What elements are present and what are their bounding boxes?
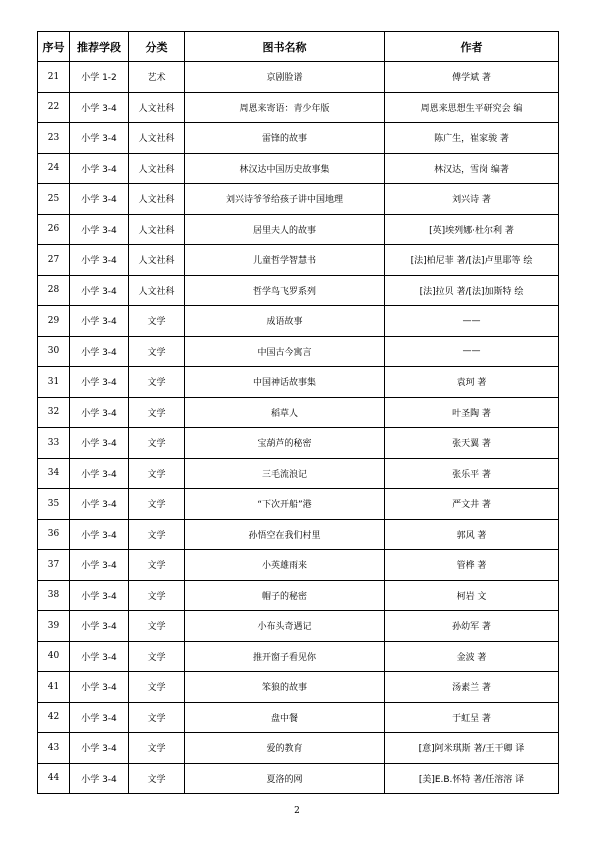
cell-author: 张乐平 著 (385, 458, 559, 489)
cell-title: 夏洛的网 (185, 763, 385, 794)
cell-title: 刘兴诗爷爷给孩子讲中国地理 (185, 184, 385, 215)
cell-author: 刘兴诗 著 (385, 184, 559, 215)
cell-category: 人文社科 (129, 153, 185, 184)
table-row (38, 62, 559, 93)
cell-stage: 小学 3-4 (70, 580, 129, 611)
cell-title: 推开窗子看见你 (185, 641, 385, 672)
cell-author: 张天翼 著 (385, 428, 559, 459)
cell-category: 文学 (129, 489, 185, 520)
table-row (38, 153, 559, 184)
cell-author: [英]埃列娜·杜尔利 著 (385, 214, 559, 245)
cell-author: [法]拉贝 著/[法]加斯特 绘 (385, 275, 559, 306)
table-row (38, 763, 559, 794)
cell-author: 林汉达，雪岗 编著 (385, 153, 559, 184)
cell-title: 小布头奇遇记 (185, 611, 385, 642)
cell-index: 39 (38, 611, 70, 642)
cell-category: 文学 (129, 336, 185, 367)
cell-stage: 小学 3-4 (70, 519, 129, 550)
cell-author: 管桦 著 (385, 550, 559, 581)
cell-stage: 小学 3-4 (70, 397, 129, 428)
cell-stage: 小学 3-4 (70, 336, 129, 367)
header-stage: 推荐学段 (70, 32, 129, 62)
cell-author: 叶圣陶 著 (385, 397, 559, 428)
header-title: 图书名称 (185, 32, 385, 62)
table-row (38, 245, 559, 276)
cell-category: 人文社科 (129, 184, 185, 215)
cell-index: 44 (38, 763, 70, 794)
cell-stage: 小学 1-2 (70, 62, 129, 93)
cell-stage: 小学 3-4 (70, 489, 129, 520)
cell-category: 文学 (129, 306, 185, 337)
book-list-table (37, 31, 559, 794)
cell-category: 文学 (129, 458, 185, 489)
cell-index: 40 (38, 641, 70, 672)
cell-stage: 小学 3-4 (70, 641, 129, 672)
table-row (38, 611, 559, 642)
cell-category: 文学 (129, 733, 185, 764)
cell-category: 文学 (129, 763, 185, 794)
header-index: 序号 (38, 32, 70, 62)
cell-category: 文学 (129, 397, 185, 428)
table-row (38, 428, 559, 459)
cell-index: 38 (38, 580, 70, 611)
cell-index: 24 (38, 153, 70, 184)
cell-category: 人文社科 (129, 92, 185, 123)
table-row (38, 580, 559, 611)
cell-index: 33 (38, 428, 70, 459)
cell-title: 林汉达中国历史故事集 (185, 153, 385, 184)
table-row (38, 672, 559, 703)
table-row (38, 519, 559, 550)
cell-stage: 小学 3-4 (70, 367, 129, 398)
cell-index: 21 (38, 62, 70, 93)
cell-title: 中国神话故事集 (185, 367, 385, 398)
table-row (38, 733, 559, 764)
cell-title: 雷锋的故事 (185, 123, 385, 154)
cell-stage: 小学 3-4 (70, 458, 129, 489)
cell-title: 笨狼的故事 (185, 672, 385, 703)
cell-author: —— (385, 306, 559, 337)
cell-category: 文学 (129, 367, 185, 398)
page-number: 2 (294, 806, 300, 816)
cell-title: 儿童哲学智慧书 (185, 245, 385, 276)
cell-stage: 小学 3-4 (70, 123, 129, 154)
cell-title: 成语故事 (185, 306, 385, 337)
cell-index: 28 (38, 275, 70, 306)
cell-category: 人文社科 (129, 214, 185, 245)
cell-stage: 小学 3-4 (70, 428, 129, 459)
cell-author: 陈广生，崔家骏 著 (385, 123, 559, 154)
cell-stage: 小学 3-4 (70, 550, 129, 581)
cell-index: 43 (38, 733, 70, 764)
table-row (38, 92, 559, 123)
cell-author: 袁珂 著 (385, 367, 559, 398)
cell-index: 31 (38, 367, 70, 398)
cell-title: 宝葫芦的秘密 (185, 428, 385, 459)
table-row (38, 397, 559, 428)
cell-index: 35 (38, 489, 70, 520)
cell-category: 文学 (129, 580, 185, 611)
table-row (38, 123, 559, 154)
cell-stage: 小学 3-4 (70, 733, 129, 764)
cell-author: 孙幼军 著 (385, 611, 559, 642)
table-row (38, 489, 559, 520)
cell-title: “下次开船”港 (185, 489, 385, 520)
cell-title: 帽子的秘密 (185, 580, 385, 611)
cell-index: 29 (38, 306, 70, 337)
cell-author: 于虹呈 著 (385, 702, 559, 733)
cell-title: 居里夫人的故事 (185, 214, 385, 245)
cell-index: 25 (38, 184, 70, 215)
cell-category: 文学 (129, 550, 185, 581)
table-row (38, 306, 559, 337)
cell-category: 文学 (129, 428, 185, 459)
cell-category: 文学 (129, 702, 185, 733)
cell-author: 周恩来思想生平研究会 编 (385, 92, 559, 123)
cell-index: 22 (38, 92, 70, 123)
cell-index: 27 (38, 245, 70, 276)
cell-author: [法]柏尼菲 著/[法]卢里耶等 绘 (385, 245, 559, 276)
table-row (38, 702, 559, 733)
cell-author: 郭风 著 (385, 519, 559, 550)
cell-author: —— (385, 336, 559, 367)
cell-author: 严文井 著 (385, 489, 559, 520)
cell-title: 盘中餐 (185, 702, 385, 733)
cell-category: 人文社科 (129, 245, 185, 276)
cell-stage: 小学 3-4 (70, 306, 129, 337)
cell-stage: 小学 3-4 (70, 702, 129, 733)
cell-stage: 小学 3-4 (70, 92, 129, 123)
cell-title: 哲学鸟飞罗系列 (185, 275, 385, 306)
cell-category: 艺术 (129, 62, 185, 93)
cell-author: [意]阿米琪斯 著/王干卿 译 (385, 733, 559, 764)
cell-author: 柯岩 文 (385, 580, 559, 611)
cell-stage: 小学 3-4 (70, 611, 129, 642)
cell-stage: 小学 3-4 (70, 245, 129, 276)
cell-category: 文学 (129, 611, 185, 642)
table-row (38, 458, 559, 489)
table-row (38, 641, 559, 672)
header-category: 分类 (129, 32, 185, 62)
cell-title: 爱的教育 (185, 733, 385, 764)
cell-title: 小英雄雨来 (185, 550, 385, 581)
cell-category: 人文社科 (129, 275, 185, 306)
header-author: 作者 (385, 32, 559, 62)
table-row (38, 336, 559, 367)
cell-index: 34 (38, 458, 70, 489)
cell-stage: 小学 3-4 (70, 763, 129, 794)
cell-category: 文学 (129, 519, 185, 550)
cell-title: 三毛流浪记 (185, 458, 385, 489)
cell-author: [美]E.B.怀特 著/任溶溶 译 (385, 763, 559, 794)
cell-index: 42 (38, 702, 70, 733)
cell-index: 36 (38, 519, 70, 550)
cell-category: 人文社科 (129, 123, 185, 154)
table-header-row (38, 32, 559, 62)
cell-author: 金波 著 (385, 641, 559, 672)
cell-stage: 小学 3-4 (70, 153, 129, 184)
cell-category: 文学 (129, 672, 185, 703)
cell-stage: 小学 3-4 (70, 214, 129, 245)
cell-index: 37 (38, 550, 70, 581)
cell-stage: 小学 3-4 (70, 672, 129, 703)
cell-index: 26 (38, 214, 70, 245)
cell-title: 中国古今寓言 (185, 336, 385, 367)
table-row (38, 214, 559, 245)
table-row (38, 184, 559, 215)
cell-author: 汤素兰 著 (385, 672, 559, 703)
cell-index: 41 (38, 672, 70, 703)
cell-index: 30 (38, 336, 70, 367)
cell-title: 稻草人 (185, 397, 385, 428)
cell-title: 京剧脸谱 (185, 62, 385, 93)
cell-stage: 小学 3-4 (70, 184, 129, 215)
table-body (38, 62, 559, 794)
cell-author: 傅学斌 著 (385, 62, 559, 93)
cell-category: 文学 (129, 641, 185, 672)
table-row (38, 550, 559, 581)
table-row (38, 275, 559, 306)
cell-title: 孙悟空在我们村里 (185, 519, 385, 550)
table-row (38, 367, 559, 398)
cell-index: 32 (38, 397, 70, 428)
cell-index: 23 (38, 123, 70, 154)
cell-title: 周恩来寄语：青少年版 (185, 92, 385, 123)
cell-stage: 小学 3-4 (70, 275, 129, 306)
